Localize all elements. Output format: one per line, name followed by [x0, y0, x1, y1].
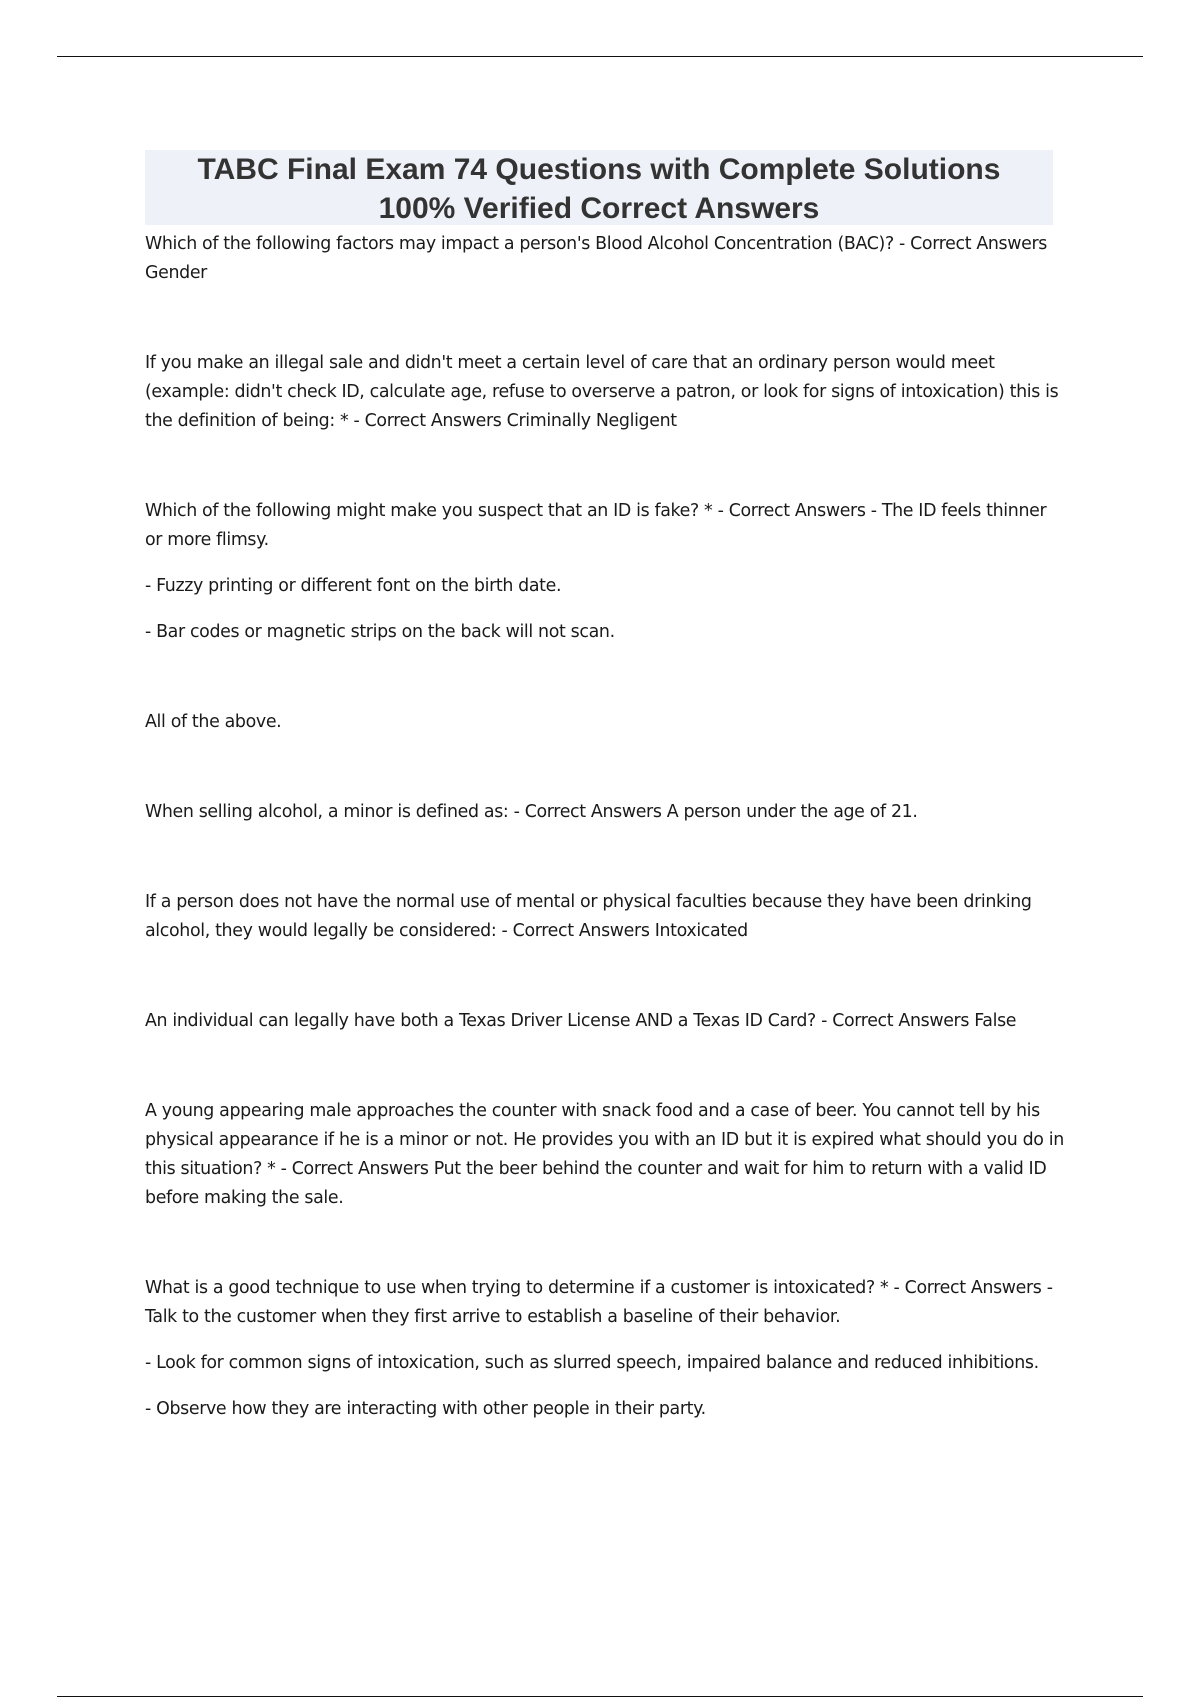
qa-item-5: When selling alcohol, a minor is defined as: - Correct Answers A person under the age of 21.: [145, 802, 918, 822]
qa-item-3: Which of the following might make you suspect that an ID is fake? * - Correct Answers - The ID feels thinner or more flimsy.: [145, 501, 1047, 550]
title-line-1: TABC Final Exam 74 Questions with Complete Solutions: [197, 153, 1001, 186]
qa-item-9-extra-2: - Observe how they are interacting with other people in their party.: [145, 1399, 706, 1419]
qa-item-9-extra-1: - Look for common signs of intoxication, such as slurred speech, impaired balance and reduced inhibitions.: [145, 1353, 1039, 1373]
qa-item-3-extra-1: - Fuzzy printing or different font on the birth date.: [145, 576, 562, 596]
qa-item-3-extra-2: - Bar codes or magnetic strips on the back will not scan.: [145, 622, 615, 642]
title-line-2: 100% Verified Correct Answers: [378, 192, 820, 225]
qa-item-2: If you make an illegal sale and didn't meet a certain level of care that an ordinary person would meet (example: didn't check ID, calculate age, refuse to overserve a patron, or look for signs of intoxication) this is the definition of being: * - Correct Answers Criminally Negligent: [145, 353, 1059, 431]
qa-item-4: All of the above.: [145, 712, 282, 732]
qa-item-8: A young appearing male approaches the counter with snack food and a case of beer. You cannot tell by his physical appearance if he is a minor or not. He provides you with an ID but it is expired what should you do in this situation? * - Correct Answers Put the beer behind the counter and wait for him to return with a valid ID before making the sale.: [145, 1101, 1064, 1208]
qa-content: [145, 230, 1065, 1424]
document-title: [145, 150, 1053, 225]
top-rule: [57, 56, 1143, 57]
qa-item-1: Which of the following factors may impact a person's Blood Alcohol Concentration (BAC)? - Correct Answers Gender: [145, 234, 1047, 283]
qa-item-6: If a person does not have the normal use of mental or physical faculties because they have been drinking alcohol, they would legally be considered: - Correct Answers Intoxicated: [145, 892, 1032, 941]
bottom-rule: [57, 1696, 1143, 1697]
qa-item-7: An individual can legally have both a Texas Driver License AND a Texas ID Card? - Correct Answers False: [145, 1011, 1017, 1031]
qa-item-9: What is a good technique to use when trying to determine if a customer is intoxicated? * - Correct Answers - Talk to the customer when they first arrive to establish a baseline of their behavior.: [145, 1278, 1053, 1327]
